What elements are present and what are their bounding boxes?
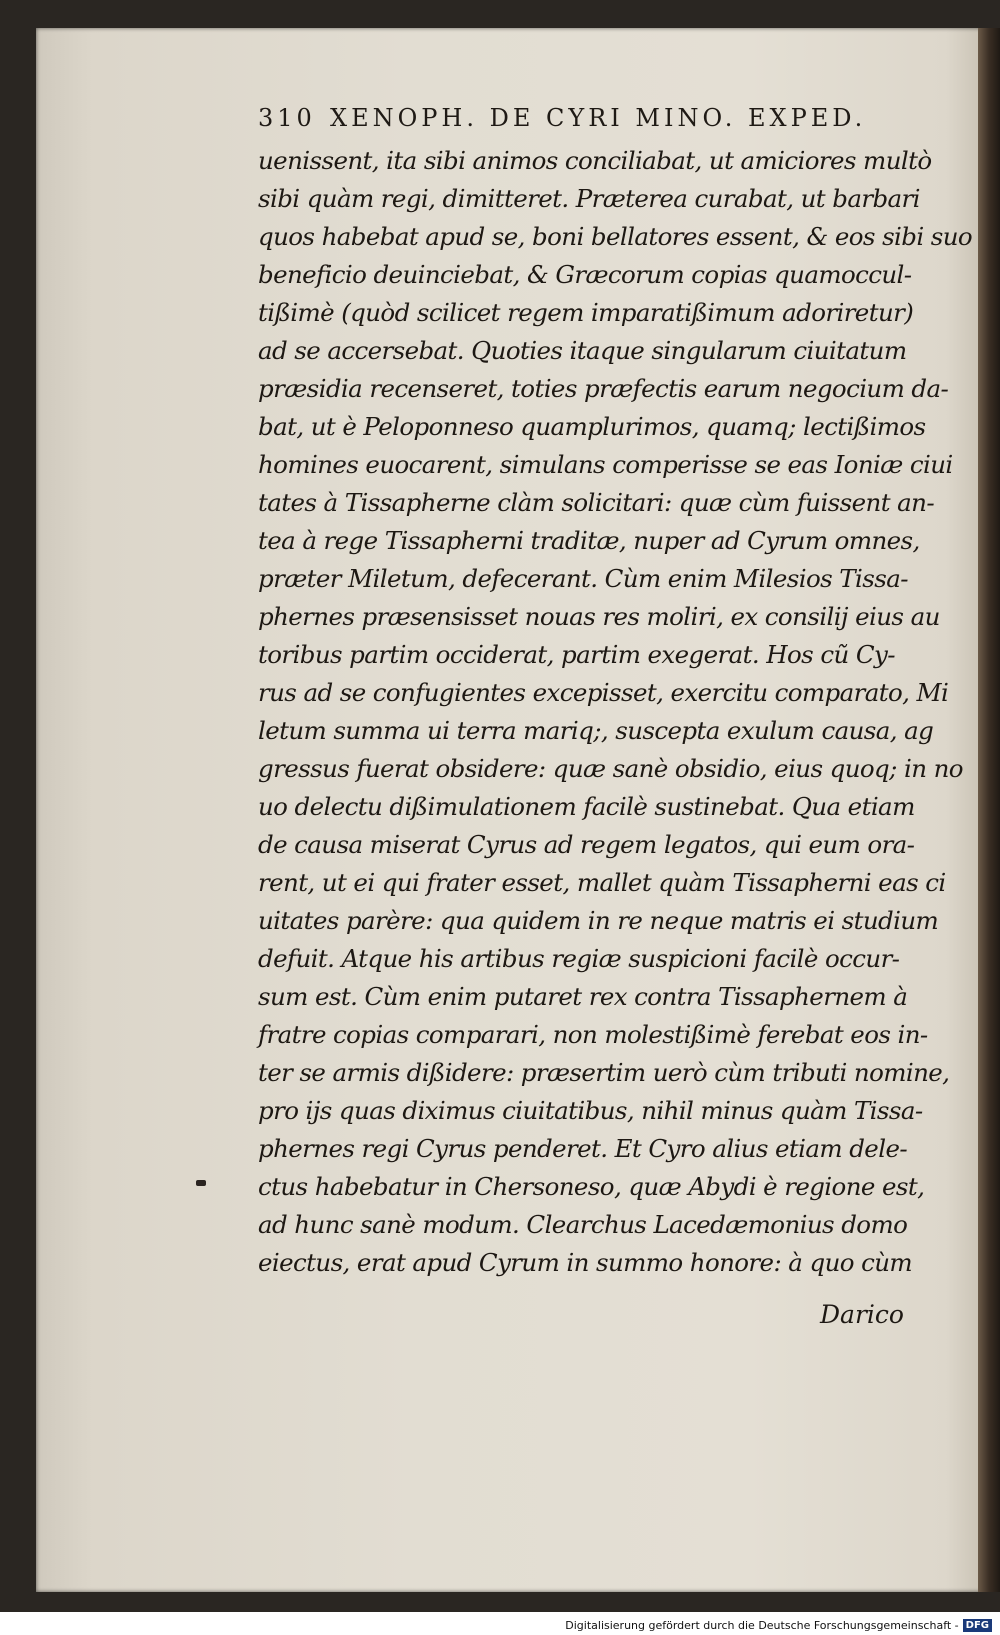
text-line: homines euocarent, simulans comperisse se eas Ioniæ ciui (258, 450, 953, 479)
page-body (258, 142, 973, 1282)
text-line: ter se armis dißidere: præsertim uerò cùm tributi nomine, (258, 1058, 950, 1087)
text-line: quos habebat apud se, boni bellatores essent, & eos sibi suo (258, 222, 973, 251)
text-line: rent, ut ei qui frater esset, mallet quàm Tissapherni eas ci (258, 868, 946, 897)
text-line: rus ad se confugientes excepisset, exercitu comparato, Mi (258, 678, 949, 707)
book-edge (978, 28, 1000, 1592)
page-number: 310 (258, 104, 316, 132)
text-line: pro ijs quas diximus ciuitatibus, nihil minus quàm Tissa- (258, 1096, 923, 1125)
dfg-logo: DFG (963, 1619, 992, 1632)
text-line: defuit. Atque his artibus regiæ suspicioni facilè occur- (258, 944, 900, 973)
text-line: de causa miserat Cyrus ad regem legatos, qui eum ora- (258, 830, 915, 859)
text-line: phernes præsensisset nouas res moliri, ex consilij eius au (258, 602, 940, 631)
digitization-footer (565, 1617, 992, 1633)
text-line: beneficio deuinciebat, & Græcorum copias quamoccul- (258, 260, 912, 289)
text-line: tißimè (quòd scilicet regem imparatißimum adoriretur) (258, 298, 914, 327)
text-line: tates à Tissapherne clàm solicitari: quæ cùm fuissent an- (258, 488, 935, 517)
ink-mark (196, 1180, 206, 1186)
text-line: phernes regi Cyrus penderet. Et Cyro alius etiam dele- (258, 1134, 908, 1163)
text-line: præter Miletum, defecerant. Cùm enim Milesios Tissa- (258, 564, 908, 593)
text-line: toribus partim occiderat, partim exegerat. Hos cũ Cy- (258, 640, 895, 669)
text-line: gressus fuerat obsidere: quæ sanè obsidio, eius quoq; in no (258, 754, 963, 783)
text-line: uitates parère: qua quidem in re neque matris ei studium (258, 906, 939, 935)
text-line: ad hunc sanè modum. Clearchus Lacedæmonius domo (258, 1210, 908, 1239)
text-line: tea à rege Tissapherni traditæ, nuper ad Cyrum omnes, (258, 526, 920, 555)
text-line: præsidia recenseret, toties præfectis earum negocium da- (258, 374, 949, 403)
text-line: bat, ut è Peloponneso quamplurimos, quamq; lectißimos (258, 412, 926, 441)
running-header (258, 104, 878, 134)
catchword: Darico (820, 1300, 904, 1329)
text-line: uenissent, ita sibi animos conciliabat, ut amiciores multò (258, 146, 932, 175)
text-line: ad se accersebat. Quoties itaque singularum ciuitatum (258, 336, 907, 365)
text-line: letum summa ui terra mariq;, suscepta exulum causa, ag (258, 716, 934, 745)
text-line: sibi quàm regi, dimitteret. Præterea curabat, ut barbari (258, 184, 920, 213)
text-line: uo delectu dißimulationem facilè sustinebat. Qua etiam (258, 792, 915, 821)
footer-text: Digitalisierung gefördert durch die Deutsche Forschungsgemeinschaft - (565, 1618, 959, 1632)
running-title: XENOPH. DE CYRI MINO. EXPED. (330, 104, 867, 132)
text-line: eiectus, erat apud Cyrum in summo honore: à quo cùm (258, 1248, 913, 1277)
text-line: fratre copias comparari, non molestißimè ferebat eos in- (258, 1020, 928, 1049)
text-line: ctus habebatur in Chersoneso, quæ Abydi è regione est, (258, 1172, 925, 1201)
text-line: sum est. Cùm enim putaret rex contra Tissaphernem à (258, 982, 908, 1011)
